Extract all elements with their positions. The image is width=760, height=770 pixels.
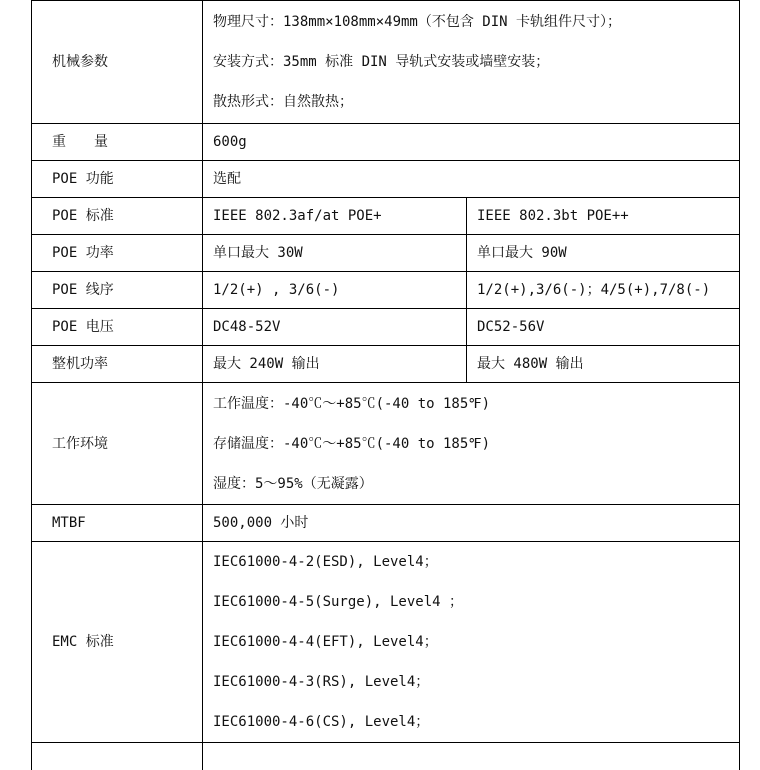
row-value-b: 最大 480W 输出	[467, 346, 740, 383]
row-value-a: 单口最大 30W	[203, 235, 467, 272]
value-line: 工作温度：-40℃～+85℃(-40 to 185℉)	[213, 384, 739, 424]
table-row	[32, 1, 740, 124]
row-value-b: IEEE 802.3bt POE++	[467, 198, 740, 235]
table-row	[32, 542, 740, 743]
value-line: 安装方式：35mm 标准 DIN 导轨式安装或墙壁安装；	[213, 42, 739, 82]
row-value-a: IEEE 802.3af/at POE+	[203, 198, 467, 235]
value-line: IEC61000-4-3(RS), Level4；	[213, 662, 739, 702]
table-row	[32, 198, 740, 235]
value-line: IEC61000-4-2(ESD), Level4；	[213, 542, 739, 582]
row-value-b: 1/2(+),3/6(-)；4/5(+),7/8(-)	[467, 272, 740, 309]
table-row	[32, 505, 740, 542]
value-line: IEC61000-4-6(CS), Level4；	[213, 702, 739, 742]
table-row	[32, 383, 740, 505]
row-label: 工作环境	[32, 383, 203, 505]
row-label: POE 线序	[32, 272, 203, 309]
row-label-empty	[32, 743, 203, 770]
value-line: IEC61000-4-4(EFT), Level4；	[213, 622, 739, 662]
row-label: POE 电压	[32, 309, 203, 346]
value-line: 湿度：5～95%（无凝露）	[213, 464, 739, 504]
row-label: 整机功率	[32, 346, 203, 383]
row-value-a: DC48-52V	[203, 309, 467, 346]
table-row	[32, 124, 740, 161]
table-row	[32, 235, 740, 272]
row-value: 500,000 小时	[203, 505, 740, 542]
row-value	[203, 542, 740, 743]
row-label: POE 标准	[32, 198, 203, 235]
table-row	[32, 272, 740, 309]
row-value	[203, 383, 740, 505]
table-row	[32, 309, 740, 346]
row-value-b: 单口最大 90W	[467, 235, 740, 272]
value-line: 散热形式：自然散热；	[213, 82, 739, 122]
row-value-empty	[203, 743, 740, 770]
value-line: 物理尺寸：138mm×108mm×49mm（不包含 DIN 卡轨组件尺寸）；	[213, 2, 739, 42]
row-label: 重 量	[32, 124, 203, 161]
row-label: POE 功能	[32, 161, 203, 198]
row-value-a: 1/2(+) , 3/6(-)	[203, 272, 467, 309]
table-row	[32, 161, 740, 198]
row-label: MTBF	[32, 505, 203, 542]
row-value-b: DC52-56V	[467, 309, 740, 346]
spec-table	[31, 0, 740, 770]
row-value-a: 最大 240W 输出	[203, 346, 467, 383]
row-value: 选配	[203, 161, 740, 198]
value-line: 存储温度：-40℃～+85℃(-40 to 185℉)	[213, 424, 739, 464]
row-label: 机械参数	[32, 1, 203, 124]
row-value	[203, 1, 740, 124]
row-label: EMC 标准	[32, 542, 203, 743]
value-line: IEC61000-4-5(Surge), Level4 ；	[213, 582, 739, 622]
table-row-continued	[32, 743, 740, 770]
table-row	[32, 346, 740, 383]
row-value: 600g	[203, 124, 740, 161]
row-label: POE 功率	[32, 235, 203, 272]
